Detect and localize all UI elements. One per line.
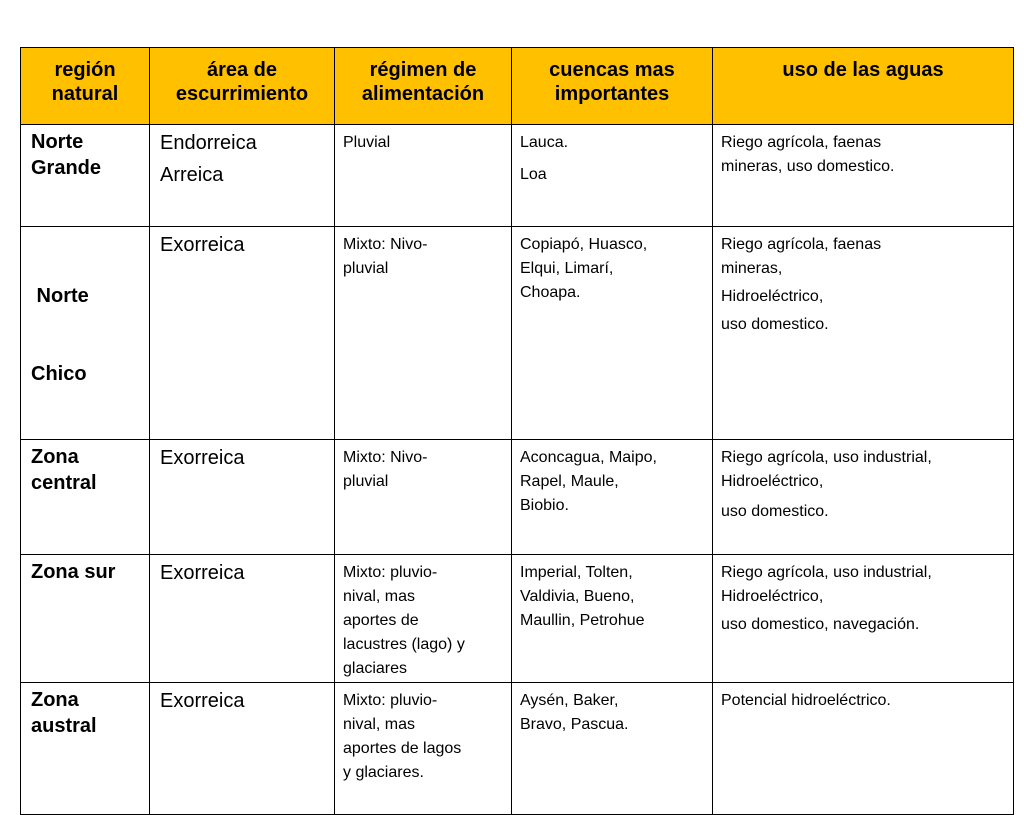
cell-cuencas xyxy=(512,555,713,683)
regimen-line: nival, mas xyxy=(343,588,416,605)
regimen-line: pluvial xyxy=(343,260,389,277)
cell-usos xyxy=(713,440,1014,555)
table-body xyxy=(21,125,1014,815)
table-row xyxy=(21,683,1014,815)
usos-line: Riego agrícola, faenas xyxy=(721,236,882,253)
header-region-line-2: natural xyxy=(51,83,119,105)
region-line: Zona xyxy=(31,446,79,468)
usos-line: Hidroeléctrico, xyxy=(721,473,824,490)
cell-regimen xyxy=(335,683,512,815)
usos-line: mineras, xyxy=(721,260,783,277)
header-region xyxy=(21,48,150,125)
cell-area xyxy=(150,683,335,815)
cuencas-line: Maullin, Petrohue xyxy=(520,612,645,629)
regimen-line: Pluvial xyxy=(343,134,391,151)
area-line: Arreica xyxy=(160,164,224,186)
cuencas-line: Biobio. xyxy=(520,497,569,514)
table-header xyxy=(21,48,1014,125)
cuencas-line: Copiapó, Huasco, xyxy=(520,236,648,253)
regimen-line: glaciares xyxy=(343,660,408,677)
cell-cuencas xyxy=(512,683,713,815)
usos-line: Riego agrícola, uso industrial, xyxy=(721,449,932,466)
area-line: Exorreica xyxy=(160,562,245,584)
cell-regimen xyxy=(335,555,512,683)
region-line: Norte xyxy=(31,285,89,307)
region-line: Norte xyxy=(31,131,84,153)
header-row xyxy=(21,48,1014,125)
header-regimen-line-2: alimentación xyxy=(361,83,485,105)
hydrology-table xyxy=(20,47,1014,815)
cell-area xyxy=(150,440,335,555)
area-line: Endorreica xyxy=(160,132,257,154)
region-line: Zona sur xyxy=(31,561,116,583)
cuencas-line: Aysén, Baker, xyxy=(520,692,619,709)
regimen-line: y glaciares. xyxy=(343,764,424,781)
usos-line: Riego agrícola, faenas xyxy=(721,134,882,151)
cuencas-line: Imperial, Tolten, xyxy=(520,564,633,581)
cuencas-line: Aconcagua, Maipo, xyxy=(520,449,657,466)
header-cuencas xyxy=(512,48,713,125)
cell-regimen xyxy=(335,227,512,440)
usos-line: mineras, uso domestico. xyxy=(721,158,895,175)
header-area xyxy=(150,48,335,125)
header-usos-line-1: uso de las aguas xyxy=(782,59,944,81)
cell-usos xyxy=(713,683,1014,815)
usos-line: uso domestico, navegación. xyxy=(721,616,920,633)
region-line: Chico xyxy=(31,363,87,385)
usos-line: uso domestico. xyxy=(721,503,829,520)
cuencas-line: Choapa. xyxy=(520,284,581,301)
header-usos xyxy=(713,48,1014,125)
usos-line: Potencial hidroeléctrico. xyxy=(721,692,891,709)
header-cuencas-line-2: importantes xyxy=(554,83,670,105)
region-line: austral xyxy=(31,715,97,737)
cuencas-line: Loa xyxy=(520,166,547,183)
usos-line: uso domestico. xyxy=(721,316,829,333)
regimen-line: aportes de xyxy=(343,612,419,629)
cell-cuencas xyxy=(512,440,713,555)
cell-area xyxy=(150,555,335,683)
cell-area xyxy=(150,125,335,227)
area-line: Exorreica xyxy=(160,234,245,256)
regimen-line: pluvial xyxy=(343,473,389,490)
area-line: Exorreica xyxy=(160,447,245,469)
table-row xyxy=(21,227,1014,440)
cell-region xyxy=(21,227,150,440)
cell-usos xyxy=(713,125,1014,227)
header-cuencas-line-1: cuencas mas xyxy=(549,59,675,81)
cell-region xyxy=(21,683,150,815)
usos-line: Hidroeléctrico, xyxy=(721,288,824,305)
area-line: Exorreica xyxy=(160,690,245,712)
cell-regimen xyxy=(335,440,512,555)
regimen-line: Mixto: Nivo- xyxy=(343,236,428,253)
region-line: Grande xyxy=(31,157,102,179)
cell-region xyxy=(21,555,150,683)
regimen-line: Mixto: pluvio- xyxy=(343,564,438,581)
regimen-line: nival, mas xyxy=(343,716,416,733)
cell-cuencas xyxy=(512,227,713,440)
regimen-line: lacustres (lago) y xyxy=(343,636,465,653)
cell-region xyxy=(21,440,150,555)
usos-line: Riego agrícola, uso industrial, xyxy=(721,564,932,581)
cell-regimen xyxy=(335,125,512,227)
header-area-line-1: área de xyxy=(206,59,278,81)
table-row xyxy=(21,440,1014,555)
cuencas-line: Bravo, Pascua. xyxy=(520,716,629,733)
header-area-line-2: escurrimiento xyxy=(175,83,309,105)
cell-region xyxy=(21,125,150,227)
cuencas-line: Lauca. xyxy=(520,134,569,151)
cell-area xyxy=(150,227,335,440)
cuencas-line: Rapel, Maule, xyxy=(520,473,619,490)
regimen-line: Mixto: pluvio- xyxy=(343,692,438,709)
header-region-line-1: región xyxy=(54,59,116,81)
cell-usos xyxy=(713,555,1014,683)
table-row xyxy=(21,555,1014,683)
cell-cuencas xyxy=(512,125,713,227)
regimen-line: aportes de lagos xyxy=(343,740,462,757)
cuencas-line: Elqui, Limarí, xyxy=(520,260,614,277)
region-line: central xyxy=(31,472,97,494)
cuencas-line: Valdivia, Bueno, xyxy=(520,588,635,605)
usos-line: Hidroeléctrico, xyxy=(721,588,824,605)
table-row xyxy=(21,125,1014,227)
region-line: Zona xyxy=(31,689,79,711)
header-regimen-line-1: régimen de xyxy=(369,59,477,81)
cell-usos xyxy=(713,227,1014,440)
regimen-line: Mixto: Nivo- xyxy=(343,449,428,466)
header-regimen xyxy=(335,48,512,125)
